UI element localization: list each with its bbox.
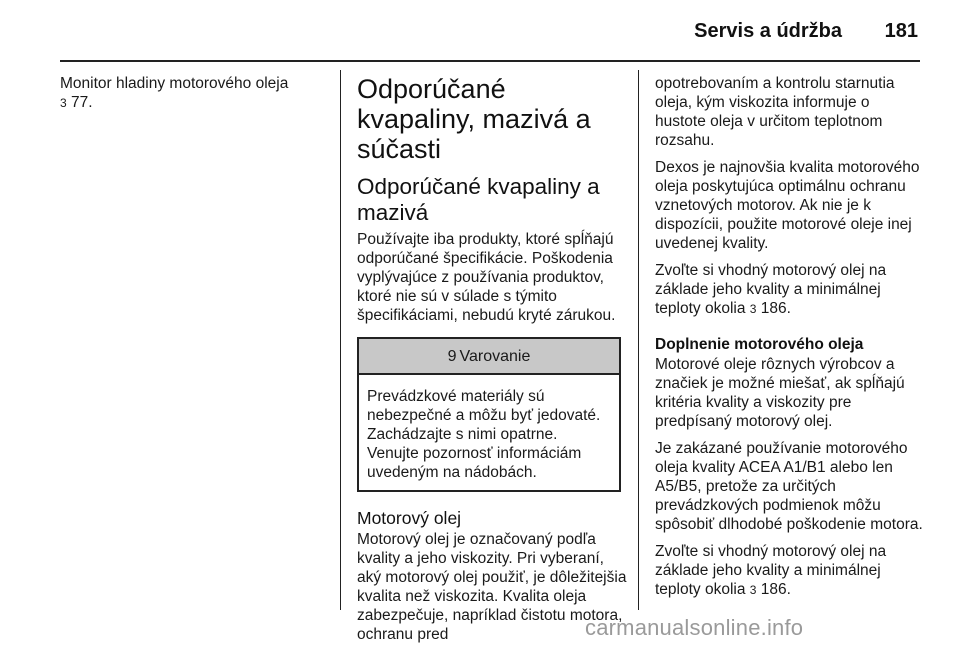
xref-arrow-icon: 3 <box>749 302 757 316</box>
header-rule <box>60 60 920 62</box>
warning-header <box>359 339 619 375</box>
right-paragraph-6-text: Zvoľte si vhodný motorový olej na základe jeho kvality a minimálnej teploty okolia <box>655 543 887 598</box>
main-heading: Odporúčané kvapaliny, mazivá a súčasti <box>357 74 591 164</box>
xref-arrow-icon: 3 <box>749 583 757 597</box>
right-paragraph-3 <box>655 261 923 319</box>
middle-column <box>357 74 627 652</box>
warning-triangle-icon: 9 <box>447 347 457 365</box>
warning-text: Prevádzkové materiály sú nebezpečné a môžu byť jedovaté. Zachádzajte s nimi opatrne. Venujte pozornosť informáciám uvedeným na nádobách. <box>367 388 601 481</box>
page-header <box>0 0 960 58</box>
right-paragraph-1: opotrebovaním a kontrolu starnutia oleja, kým viskozita informuje o hustote oleja v určitom teplotnom rozsahu. <box>655 75 895 149</box>
refill-heading: Doplnenie motorového oleja <box>655 336 864 353</box>
oil-paragraph: Motorový olej je označovaný podľa kvality a jeho viskozity. Pri vyberaní, aký motorový olej použiť, je dôležitejšia kvalita než viskozita. Kvalita oleja zabezpečuje, napríklad čistotu motora, ochranu pred <box>357 531 627 643</box>
xref-page: 186. <box>756 300 791 317</box>
left-text: Monitor hladiny motorového oleja <box>60 75 289 92</box>
xref-page: 186. <box>756 581 791 598</box>
right-paragraph-2: Dexos je najnovšia kvalita motorového oleja poskytujúca optimálnu ochranu vznetových motorov. Ak nie je k dispozícii, použite motorové oleje inej uvedenej kvality. <box>655 159 920 252</box>
warning-box <box>357 337 621 492</box>
oil-heading: Motorový olej <box>357 508 462 528</box>
left-paragraph <box>60 74 330 113</box>
right-paragraph-4: Motorové oleje rôznych výrobcov a značiek je možné miešať, ak spĺňajú kritéria kvality a viskozity pre predpísaný motorový olej. <box>655 356 905 430</box>
sub-heading: Odporúčané kvapaliny a mazivá <box>357 174 600 225</box>
watermark: carmanualsonline.info <box>585 615 804 640</box>
column-divider-left <box>340 70 341 610</box>
right-paragraph-3-text: Zvoľte si vhodný motorový olej na základe jeho kvality a minimálnej teploty okolia <box>655 262 887 317</box>
right-paragraph-6 <box>655 542 923 600</box>
section-title: Servis a údržba <box>694 20 842 42</box>
right-paragraph-5: Je zakázané používanie motorového oleja kvality ACEA A1/B1 alebo len A5/B5, pretože za určitých prevádzkových podmienok môžu spôsobiť dlhodobé poškodenie motora. <box>655 440 923 533</box>
xref-arrow-icon: 3 <box>60 96 67 110</box>
xref-page: 77. <box>66 94 93 111</box>
left-column <box>60 74 330 121</box>
right-column <box>655 74 923 608</box>
intro-paragraph: Používajte iba produkty, ktoré spĺňajú odporúčané špecifikácie. Poškodenia vyplývajúce z používania produktov, ktoré nie sú v súlade s týmito špecifikáciami, nebudú kryté zárukou. <box>357 231 616 324</box>
page-number: 181 <box>884 20 918 42</box>
column-divider-right <box>638 70 639 610</box>
warning-title: Varovanie <box>459 347 531 365</box>
